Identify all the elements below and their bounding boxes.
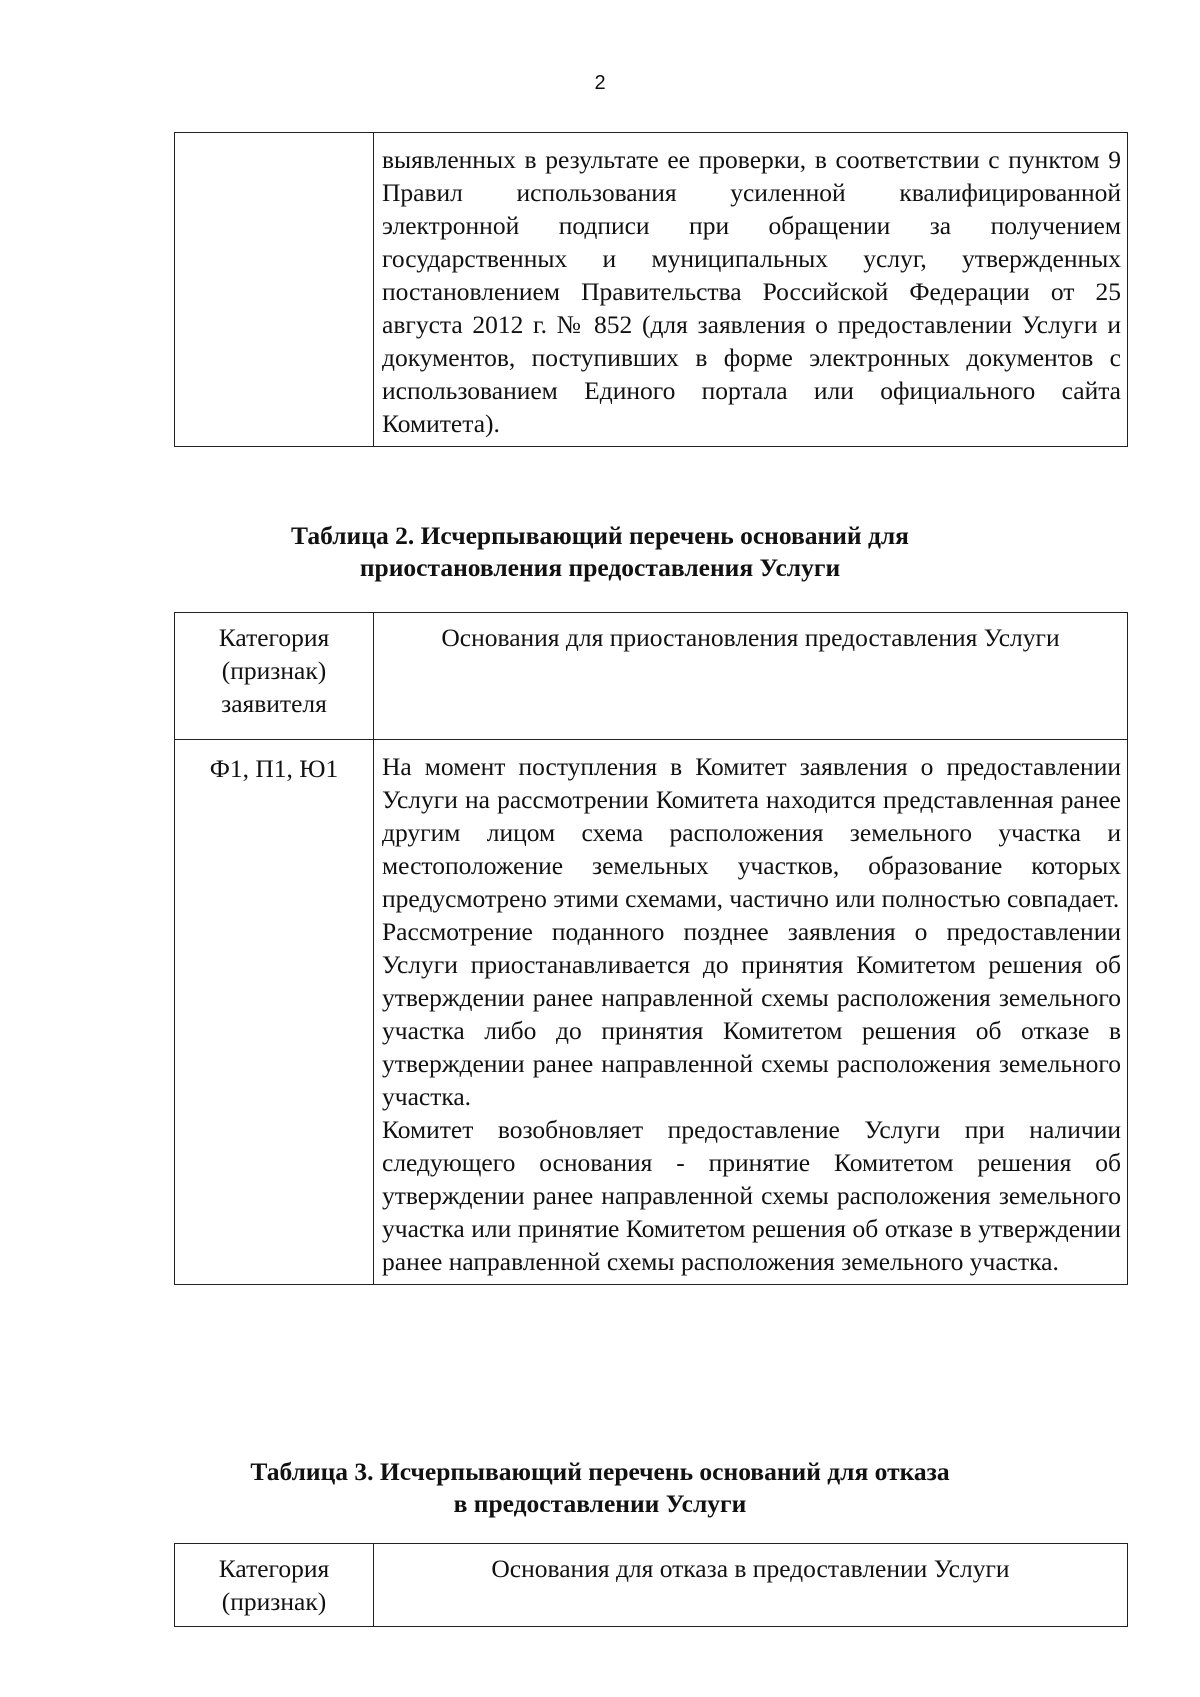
table2-title <box>0 520 1200 584</box>
table3-title <box>0 1456 1200 1520</box>
reason-paragraph-2: Рассмотрение поданного позднее заявления о предоставлении Услуги приостанавливается до принятия Комитетом решения об утверждении ранее направленной схемы расположения земельного участка либо до принятия Комитетом решения об отказе в утверждении ранее направленной схемы расположения земельного участка. <box>382 917 1121 1111</box>
table2-title-line2: приостановления предоставления Услуги <box>359 553 841 582</box>
category-cell <box>175 133 374 447</box>
continued-text: выявленных в результате ее проверки, в соответствии с пунктом 9 Правил использования усиленной квалифицированной электронной подписи при обращении за получением государственных и муниципальных услуг, утвержденных постановлением Правительства Российской Федерации от 25 августа 2012 г. № 852 (для заявления о предоставлении Услуги и документов, поступивших в форме электронных документов с использованием Единого портала или официального сайта Комитета). <box>382 145 1121 438</box>
category-cell: Ф1, П1, Ю1 <box>175 740 374 1285</box>
header-category: Категория (признак) заявителя <box>175 613 374 740</box>
header-reasons: Основания для приостановления предоставления Услуги <box>374 613 1128 740</box>
page-number: 2 <box>594 72 606 94</box>
header-category: Категория (признак) <box>175 1544 374 1627</box>
table-row <box>175 133 1128 447</box>
reason-paragraph-1: На момент поступления в Комитет заявления о предоставлении Услуги на рассмотрении Комитета находится представленная ранее другим лицом схема расположения земельного участка и местоположение земельных участков, образование которых предусмотрено этими схемами, частично или полностью совпадает. <box>382 752 1121 913</box>
reason-cell <box>374 133 1128 447</box>
table3-title-line1: Таблица 3. Исчерпывающий перечень оснований для отказа <box>250 1457 950 1486</box>
continued-table <box>174 132 1128 447</box>
header-reasons: Основания для отказа в предоставлении Услуги <box>374 1544 1128 1627</box>
reason-paragraph-3: Комитет возобновляет предоставление Услуги при наличии следующего основания - принятие Комитетом решения об утверждении ранее направленной схемы расположения земельного участка или принятие Комитетом решения об отказе в утверждении ранее направленной схемы расположения земельного участка. <box>382 1115 1121 1276</box>
table-header-row <box>175 613 1128 740</box>
table-header-row <box>175 1544 1128 1627</box>
table2-title-line1: Таблица 2. Исчерпывающий перечень оснований для <box>291 521 909 550</box>
table-row <box>175 740 1128 1285</box>
table2 <box>174 612 1128 1285</box>
table3 <box>174 1543 1128 1627</box>
reason-cell <box>374 740 1128 1285</box>
table3-title-line2: в предоставлении Услуги <box>453 1489 747 1518</box>
